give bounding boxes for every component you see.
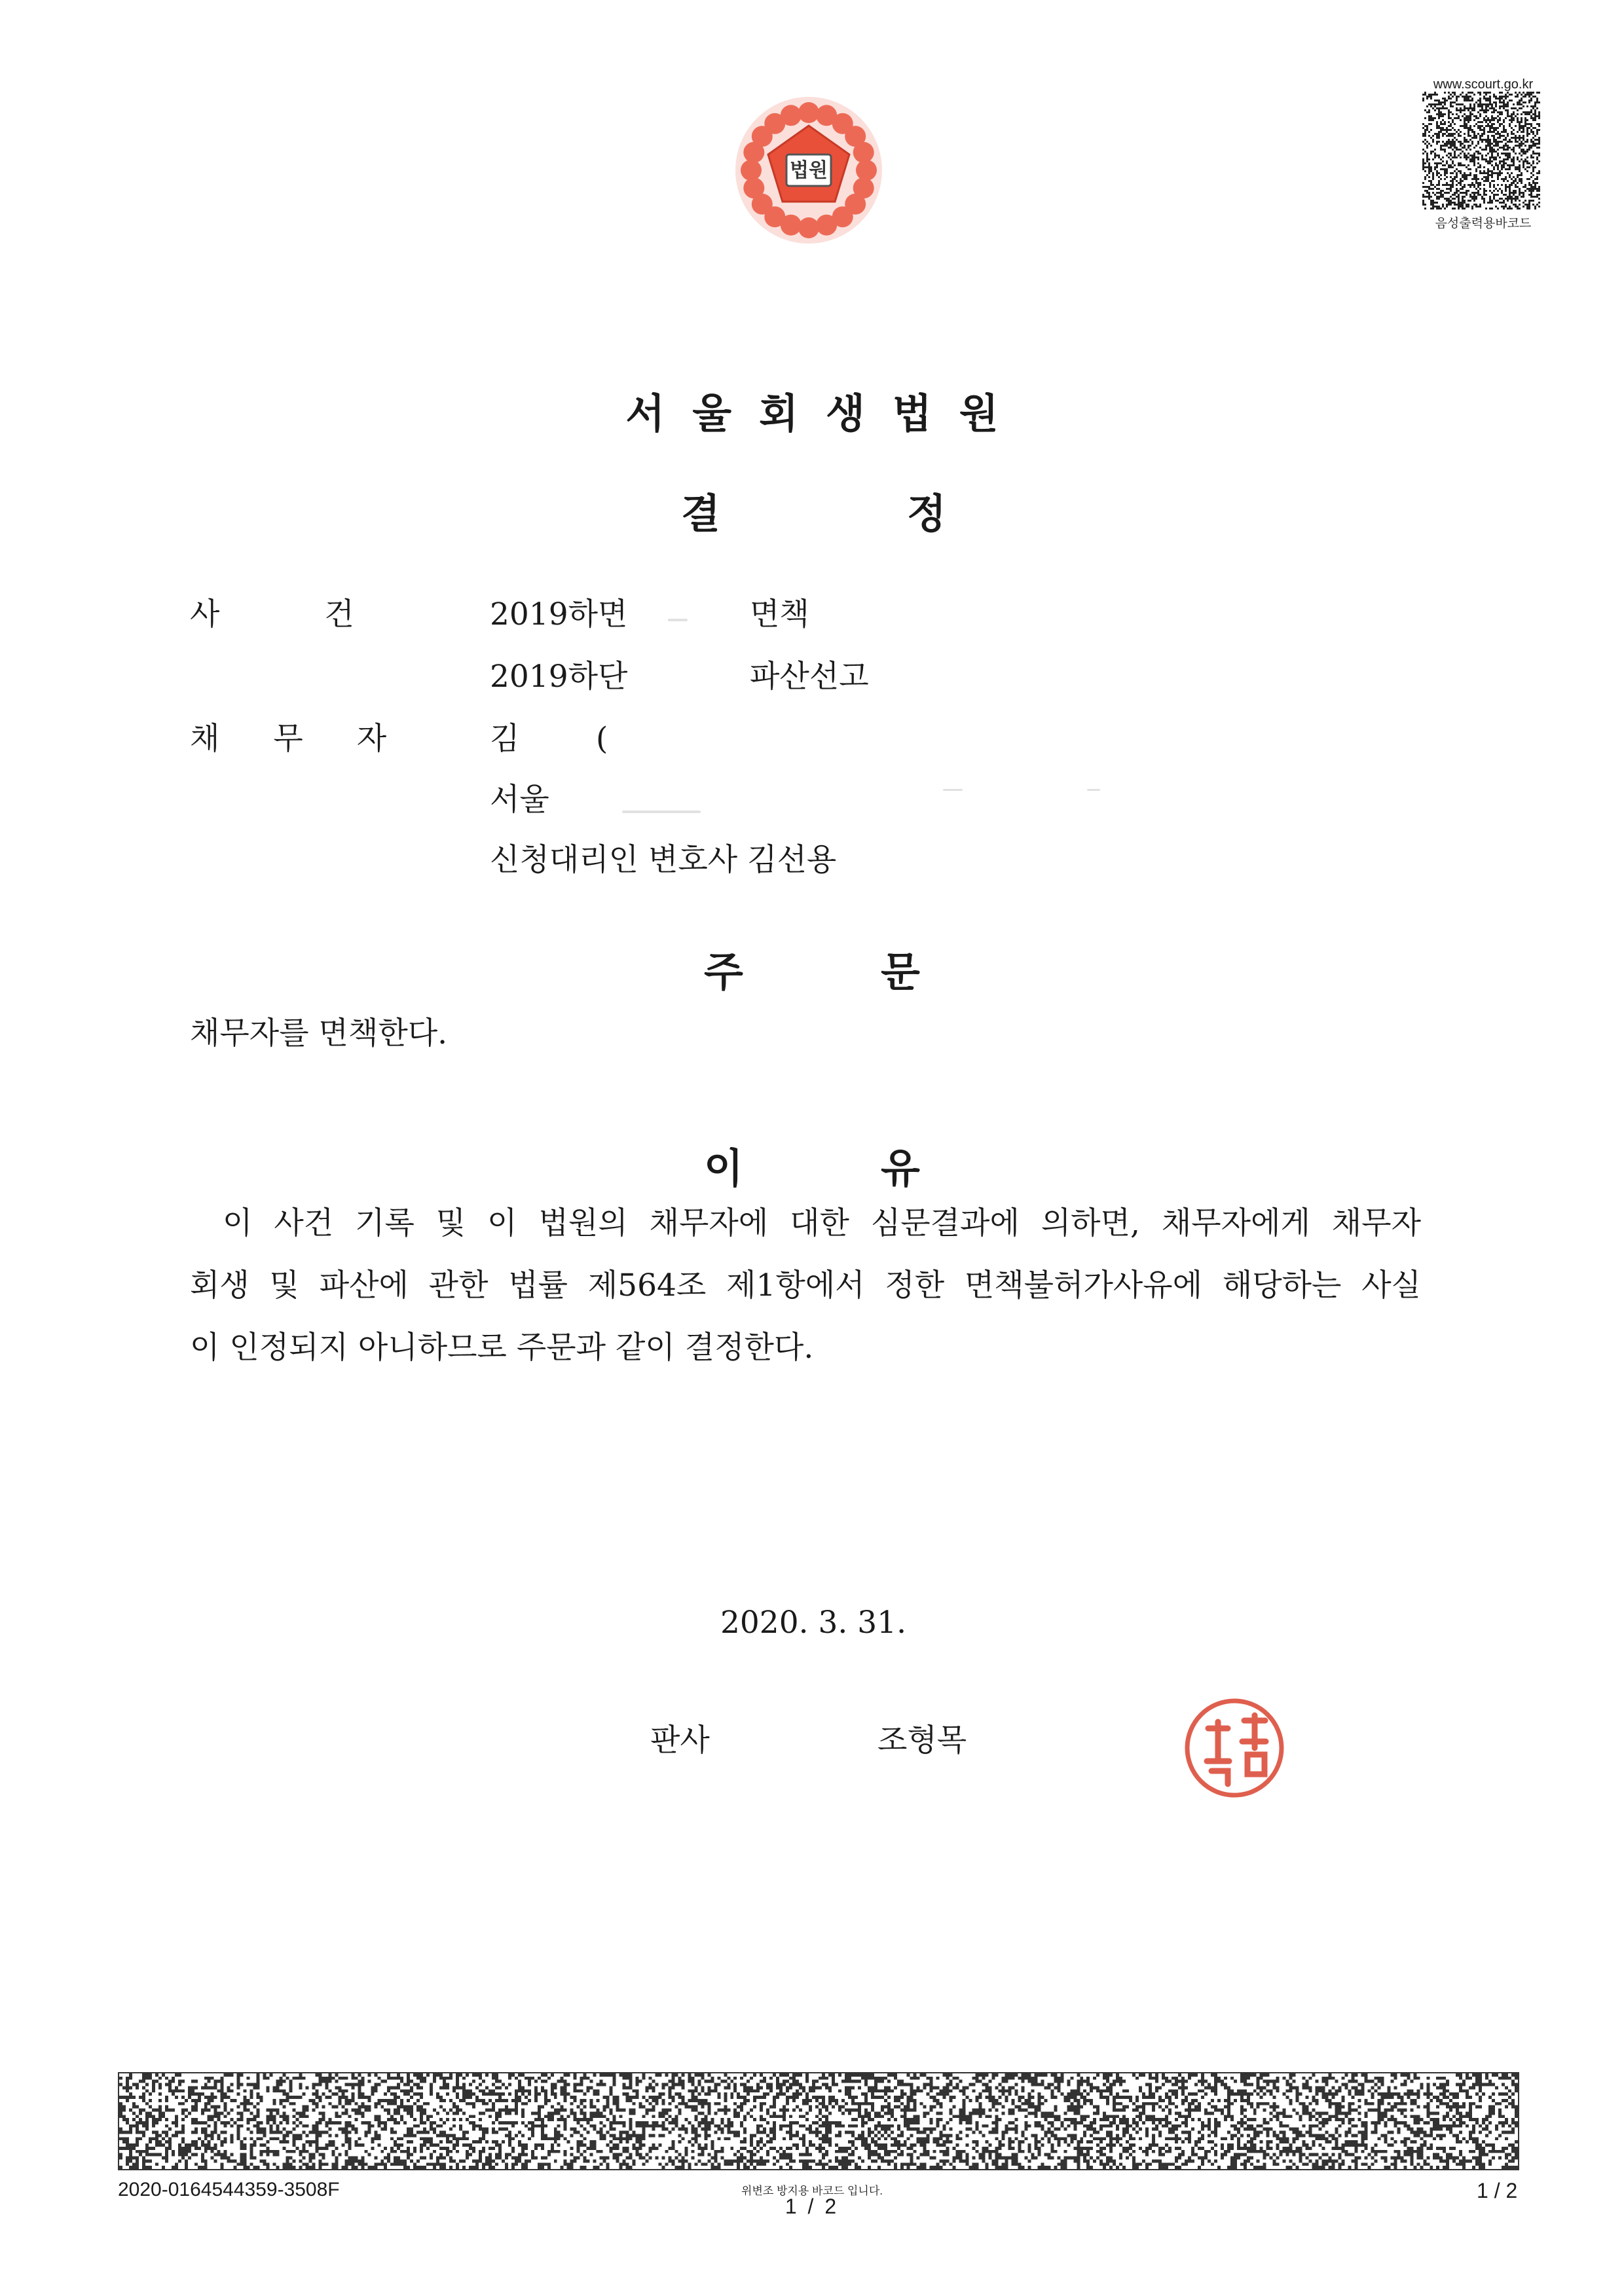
page-indicator-right: 1 / 2: [1477, 2179, 1518, 2202]
anti-forgery-note: 위변조 방지용 바코드 입니다.: [741, 2185, 883, 2197]
debtor-address: 서울: [490, 782, 549, 818]
case-number: 2019하면: [490, 596, 628, 632]
qr-url-label: www.scourt.go.kr: [1433, 77, 1534, 92]
debtor-id-paren: (: [596, 721, 608, 757]
judge-seal-stamp: [1182, 1696, 1287, 1800]
case-number: 2019하단: [490, 659, 628, 695]
reason-line: 이 인정되지 아니하므로 주문과 같이 결정한다.: [190, 1330, 814, 1366]
decision-date: 2020. 3. 31.: [720, 1605, 907, 1641]
case-type: 면책: [750, 596, 809, 632]
redaction-mark: [622, 811, 701, 813]
page-indicator: 1 / 2: [784, 2195, 840, 2218]
anti-forgery-barcode: [118, 2072, 1519, 2170]
order-heading-part2: 문: [881, 948, 920, 996]
qr-caption: 음성출력용바코드: [1435, 217, 1532, 230]
reason-heading-part2: 유: [881, 1144, 920, 1192]
redaction-mark: [668, 619, 688, 621]
reason-line: 이 사건 기록 및 이 법원의 채무자에 대한 심문결과에 의하면, 채무자에게 채무자: [223, 1205, 1421, 1241]
reason-heading-part1: 이: [704, 1144, 743, 1192]
qr-code: [1422, 92, 1540, 210]
judge-name: 조형목: [877, 1722, 967, 1758]
document-number: 2020-0164544359-3508F: [118, 2179, 340, 2200]
doc-title-part1: 결: [681, 490, 720, 538]
debtor-name: 김: [490, 721, 520, 757]
reason-line: 회생 및 파산에 관한 법률 제564조 제1항에서 정한 면책불허가사유에 해당하는 사실: [190, 1267, 1421, 1303]
debtor-agent: 신청대리인 변호사 김선용: [490, 842, 837, 878]
redaction-mark: [943, 789, 963, 791]
order-heading-part1: 주: [704, 948, 743, 996]
judge-title: 판사: [650, 1722, 710, 1758]
court-seal-logo: [730, 92, 887, 249]
case-type: 파산선고: [750, 659, 869, 695]
redaction-mark: [1087, 789, 1100, 791]
doc-title-part2: 정: [907, 490, 946, 538]
debtor-label: 채무자: [190, 721, 441, 757]
order-text: 채무자를 면책한다.: [190, 1015, 448, 1051]
case-label: 사건: [190, 596, 459, 632]
seal-text: 법원: [790, 159, 828, 182]
court-name: 서울회생법원: [625, 390, 1026, 437]
